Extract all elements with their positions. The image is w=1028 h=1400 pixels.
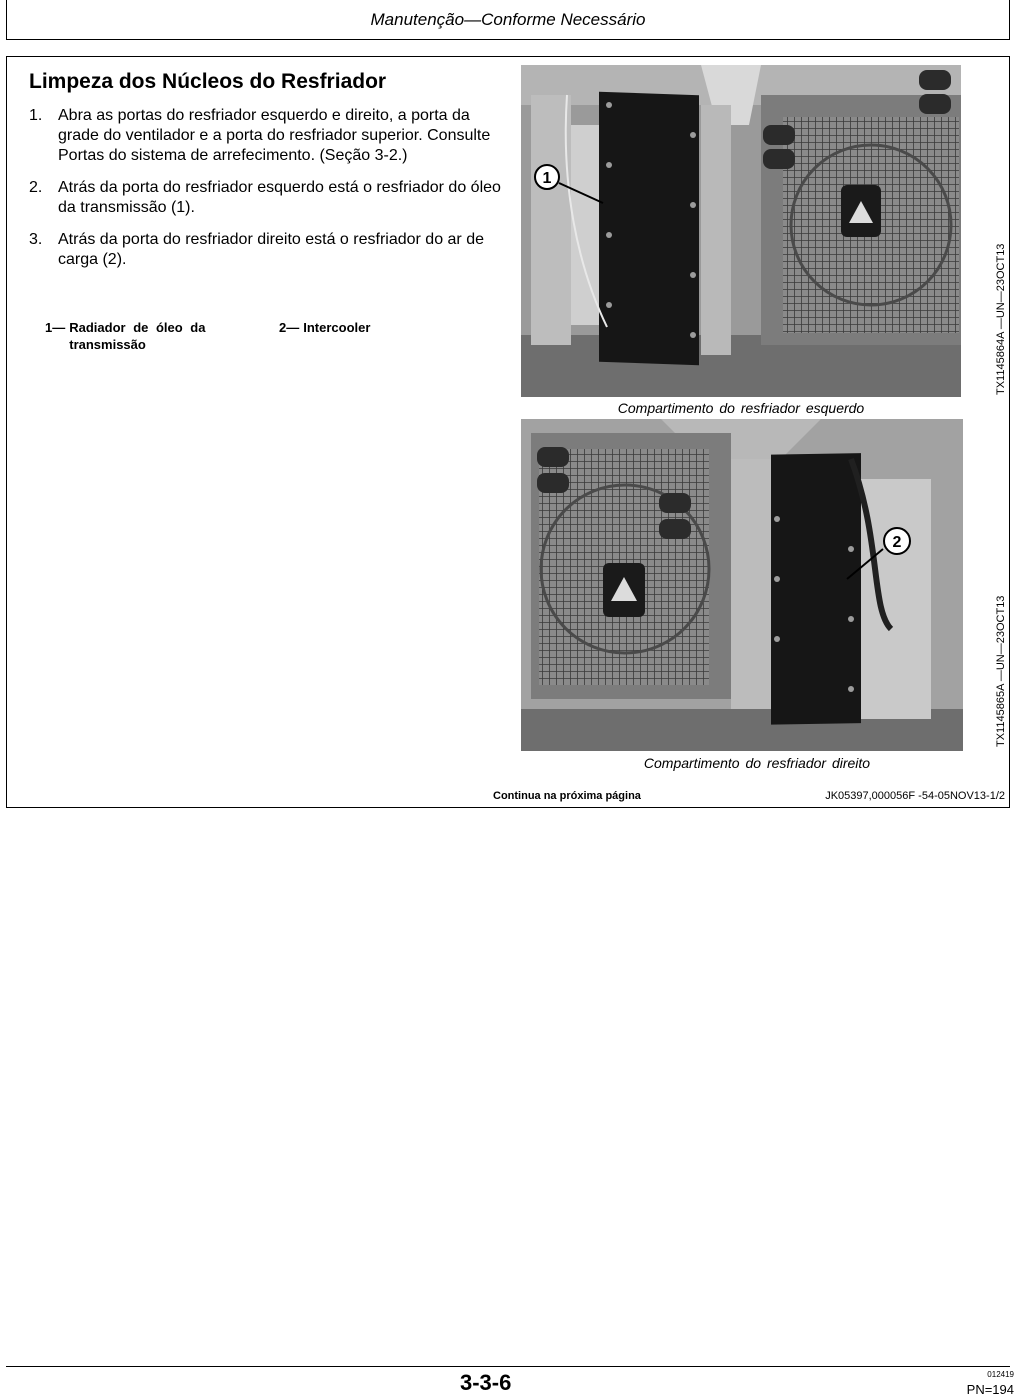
step-number: 1. bbox=[29, 107, 43, 124]
right-cooler-illustration bbox=[521, 419, 963, 751]
page-number: 3-3-6 bbox=[460, 1370, 512, 1395]
step-item bbox=[29, 178, 505, 218]
page-header bbox=[6, 0, 1010, 40]
legend-text: Intercooler bbox=[303, 320, 371, 335]
figure-left-cooler bbox=[521, 65, 961, 397]
step-text: Abra as portas do resfriador esquerdo e direito, a porta da grade do ventilador e a porta do resfriador superior. Consulte Portas do sistema de arrefecimento. (Seção 3-2.) bbox=[58, 107, 491, 164]
legend-text: Radiador de óleo da transmissão bbox=[69, 320, 206, 352]
step-item bbox=[29, 230, 505, 270]
section-title: Limpeza dos Núcleos do Resfriador bbox=[29, 70, 387, 93]
legend-number: 2— bbox=[279, 320, 300, 335]
figure-id: TX1145865A —UN—23OCT13 bbox=[995, 595, 1007, 747]
legend-item bbox=[279, 319, 370, 336]
legend-item bbox=[45, 319, 265, 353]
pn-label: PN=194 bbox=[966, 1382, 1014, 1397]
left-cooler-illustration bbox=[521, 65, 961, 397]
continue-label: Continua na próxima página bbox=[493, 790, 641, 802]
callout-2: 2 bbox=[892, 534, 902, 551]
step-list bbox=[29, 106, 505, 282]
step-text: Atrás da porta do resfriador direito está o resfriador do ar de carga (2). bbox=[58, 231, 484, 268]
print-code: 012419 bbox=[987, 1370, 1014, 1379]
figure-right-cooler bbox=[521, 419, 963, 751]
header-title: Manutenção—Conforme Necessário bbox=[370, 9, 646, 29]
step-number: 3. bbox=[29, 231, 43, 248]
content-box bbox=[6, 56, 1010, 808]
legend-number: 1— bbox=[45, 320, 66, 335]
callout-1: 1 bbox=[542, 170, 552, 187]
figure-caption: Compartimento do resfriador esquerdo bbox=[617, 400, 865, 416]
step-text: Atrás da porta do resfriador esquerdo está o resfriador do óleo da transmissão (1). bbox=[58, 179, 501, 216]
step-number: 2. bbox=[29, 179, 43, 196]
figure-id: TX1145864A —UN—23OCT13 bbox=[995, 243, 1007, 395]
document-reference: JK05397,000056F -54-05NOV13-1/2 bbox=[825, 790, 1005, 802]
step-item bbox=[29, 106, 505, 166]
figure-caption: Compartimento do resfriador direito bbox=[643, 755, 871, 771]
footer-rule bbox=[6, 1366, 1010, 1367]
